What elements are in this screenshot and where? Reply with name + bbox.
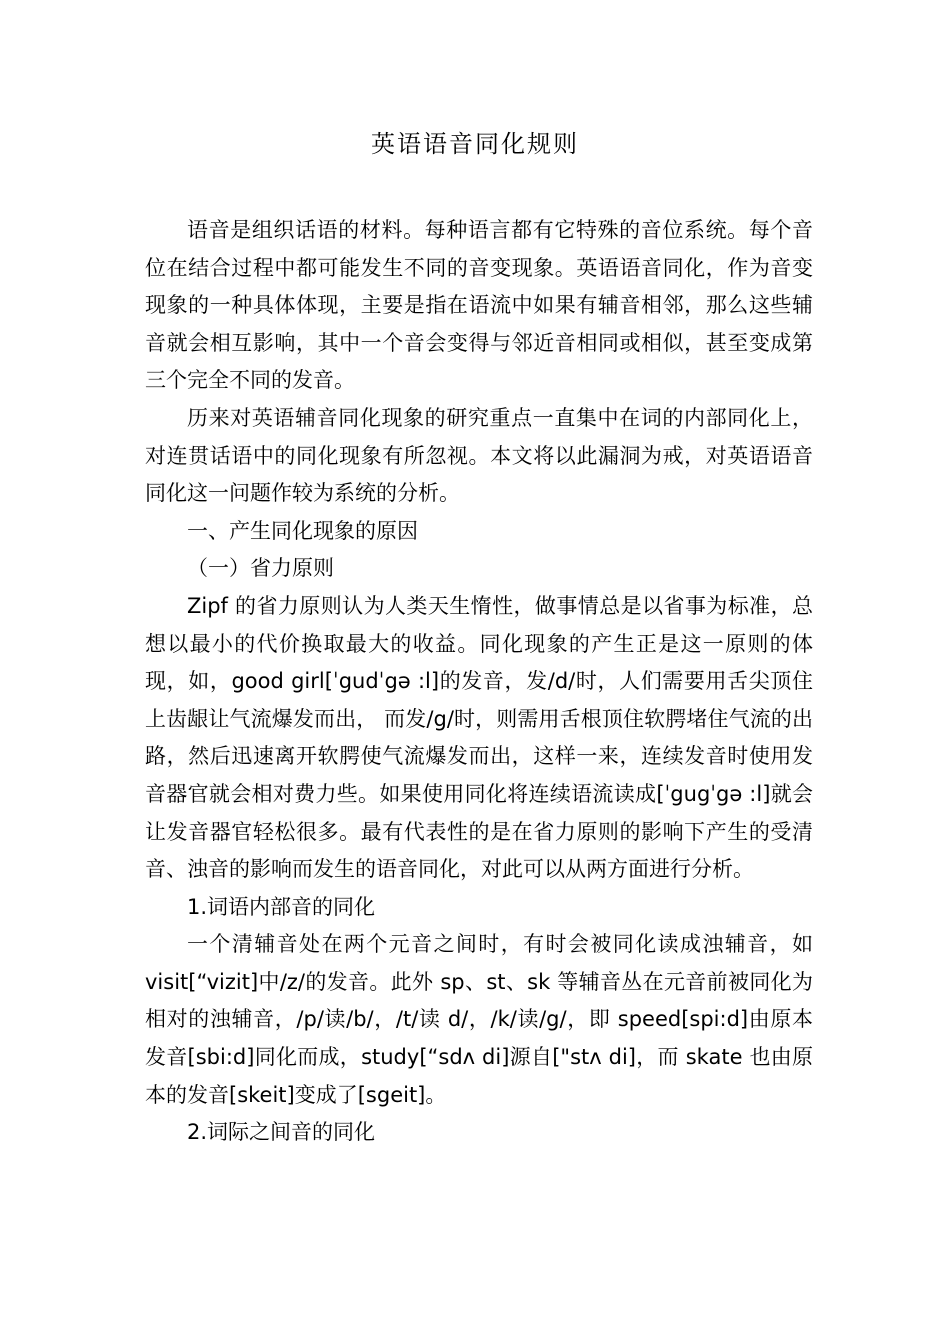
paragraph-voiceless-consonant: 一个清辅音处在两个元音之间时，有时会被同化读成浊辅音，如 visit[“vizit]中/z/的发音。此外 sp、st、sk 等辅音丛在元音前被同化为相对的浊辅音，/p/读/b/，/t/读 d/，/k/读/g/，即 speed[spi:d]由原本发音[sbi:d]同化而成，study[“sdʌ di]源自["stʌ di]，而 skate 也由原本的发音[skeit]变成了[sgeit]。 [145,932,813,1107]
document-body [145,212,813,1152]
document-title: 英语语音同化规则 [371,130,579,158]
subsection-heading-least-effort: （一）省力原则 [187,556,334,581]
subheading-between-words: 2.词际之间音的同化 [187,1120,376,1145]
subheading-word-internal: 1.词语内部音的同化 [187,894,376,919]
paragraph-zipf: Zipf 的省力原则认为人类天生惰性，做事情总是以省事为标准，总想以最小的代价换取最大的收益。同化现象的产生正是这一原则的体现，如，good girl[ˈgudˈgə :l]的发音，发/d/时，人们需要用舌尖顶住上齿龈让气流爆发而出， 而发/g/时，则需用舌根顶住软腭堵住气流的出路，然后迅速离开软腭使气流爆发而出，这样一来，连续发音时使用发音器官就会相对费力些。如果使用同化将连续语流读成[ˈgugˈgə :l]就会让发音器官轻松很多。最有代表性的是在省力原则的影响下产生的受清音、浊音的影响而发生的语音同化，对此可以从两方面进行分析。 [145,593,813,882]
section-heading-causes: 一、产生同化现象的原因 [187,518,418,543]
paragraph-research: 历来对英语辅音同化现象的研究重点一直集中在词的内部同化上，对连贯话语中的同化现象有所忽视。本文将以此漏洞为戒，对英语语音同化这一问题作较为系统的分析。 [145,405,813,506]
paragraph-intro: 语音是组织话语的材料。每种语言都有它特殊的音位系统。每个音位在结合过程中都可能发生不同的音变现象。英语语音同化，作为音变现象的一种具体体现，主要是指在语流中如果有辅音相邻，那么这些辅音就会相互影响，其中一个音会变得与邻近音相同或相似，甚至变成第三个完全不同的发音。 [145,218,813,393]
